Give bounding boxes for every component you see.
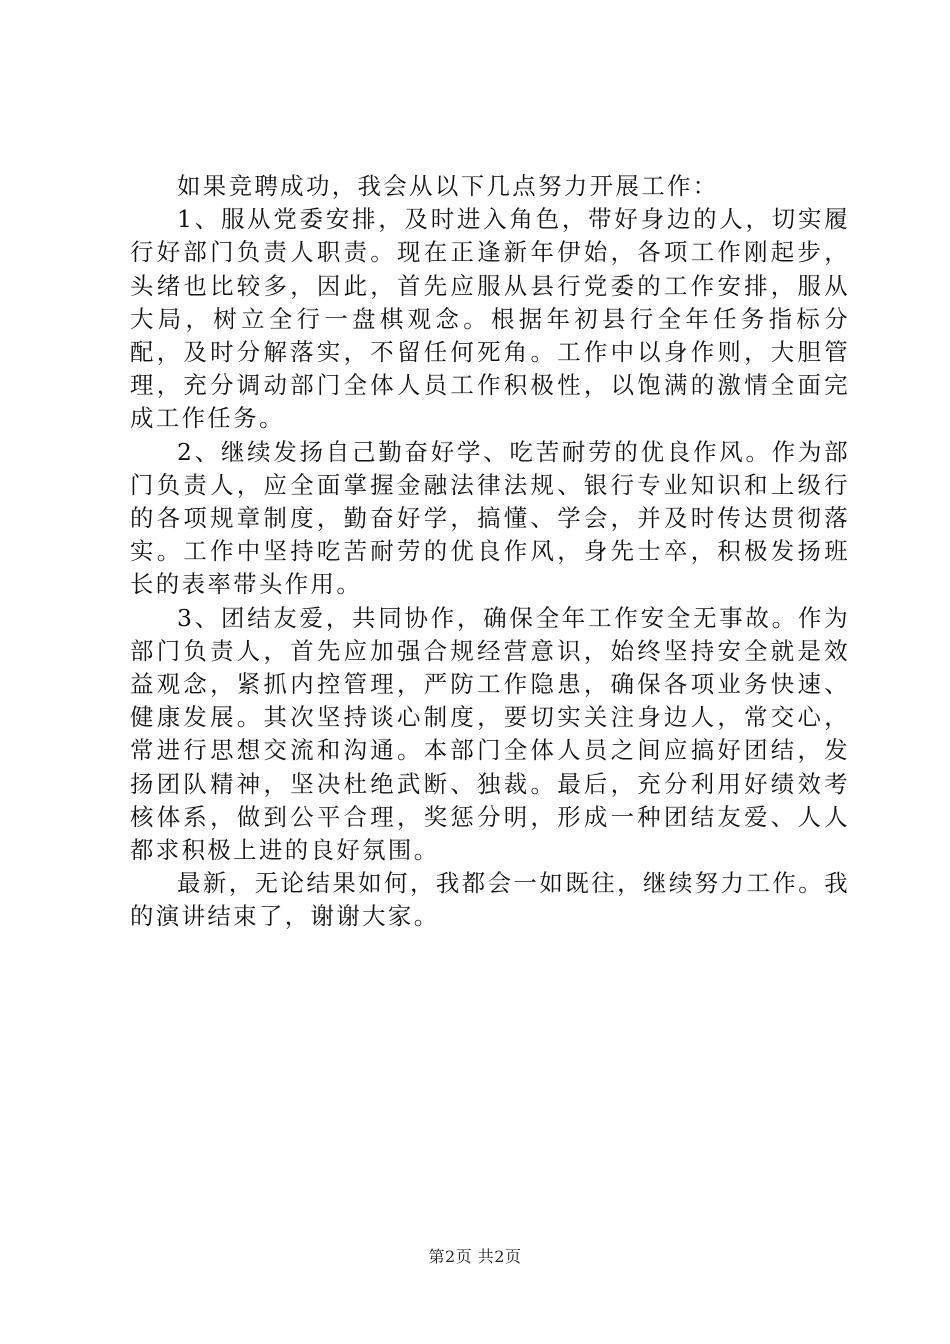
point-2-paragraph: 2、继续发扬自己勤奋好学、吃苦耐劳的优良作风。作为部门负责人，应全面掌握金融法律法规、银行专业知识和上级行的各项规章制度，勤奋好学，搞懂、学会，并及时传达贯彻落实。工作中坚持吃苦耐劳的优良作风，身先士卒，积极发扬班长的表率带头作用。 xyxy=(130,437,850,599)
closing-paragraph: 最新，无论结果如何，我都会一如既往，继续努力工作。我的演讲结束了，谢谢大家。 xyxy=(130,869,850,931)
intro-paragraph: 如果竞聘成功，我会从以下几点努力开展工作： xyxy=(177,172,719,200)
document-body xyxy=(130,170,850,934)
point-3-paragraph: 3、团结友爱，共同协作，确保全年工作安全无事故。作为部门负责人，首先应加强合规经营意识，始终坚持安全就是效益观念，紧抓内控管理，严防工作隐患，确保各项业务快速、健康发展。其次坚持谈心制度，要切实关注身边人，常交心，常进行思想交流和沟通。本部门全体人员之间应搞好团结，发扬团队精神，坚决杜绝武断、独裁。最后，充分利用好绩效考核体系，做到公平合理，奖惩分明，形成一种团结友爱、人人都求积极上进的良好氛围。 xyxy=(130,603,850,865)
point-1-paragraph: 1、服从党委安排，及时进入角色，带好身边的人，切实履行好部门负责人职责。现在正逢新年伊始，各项工作刚起步，头绪也比较多，因此，首先应服从县行党委的工作安排，服从大局，树立全行一盘棋观念。根据年初县行全年任务指标分配，及时分解落实，不留任何死角。工作中以身作则，大胆管理，充分调动部门全体人员工作积极性，以饱满的激情全面完成工作任务。 xyxy=(130,205,850,433)
page-number-footer: 第2页 共2页 xyxy=(428,1247,522,1266)
